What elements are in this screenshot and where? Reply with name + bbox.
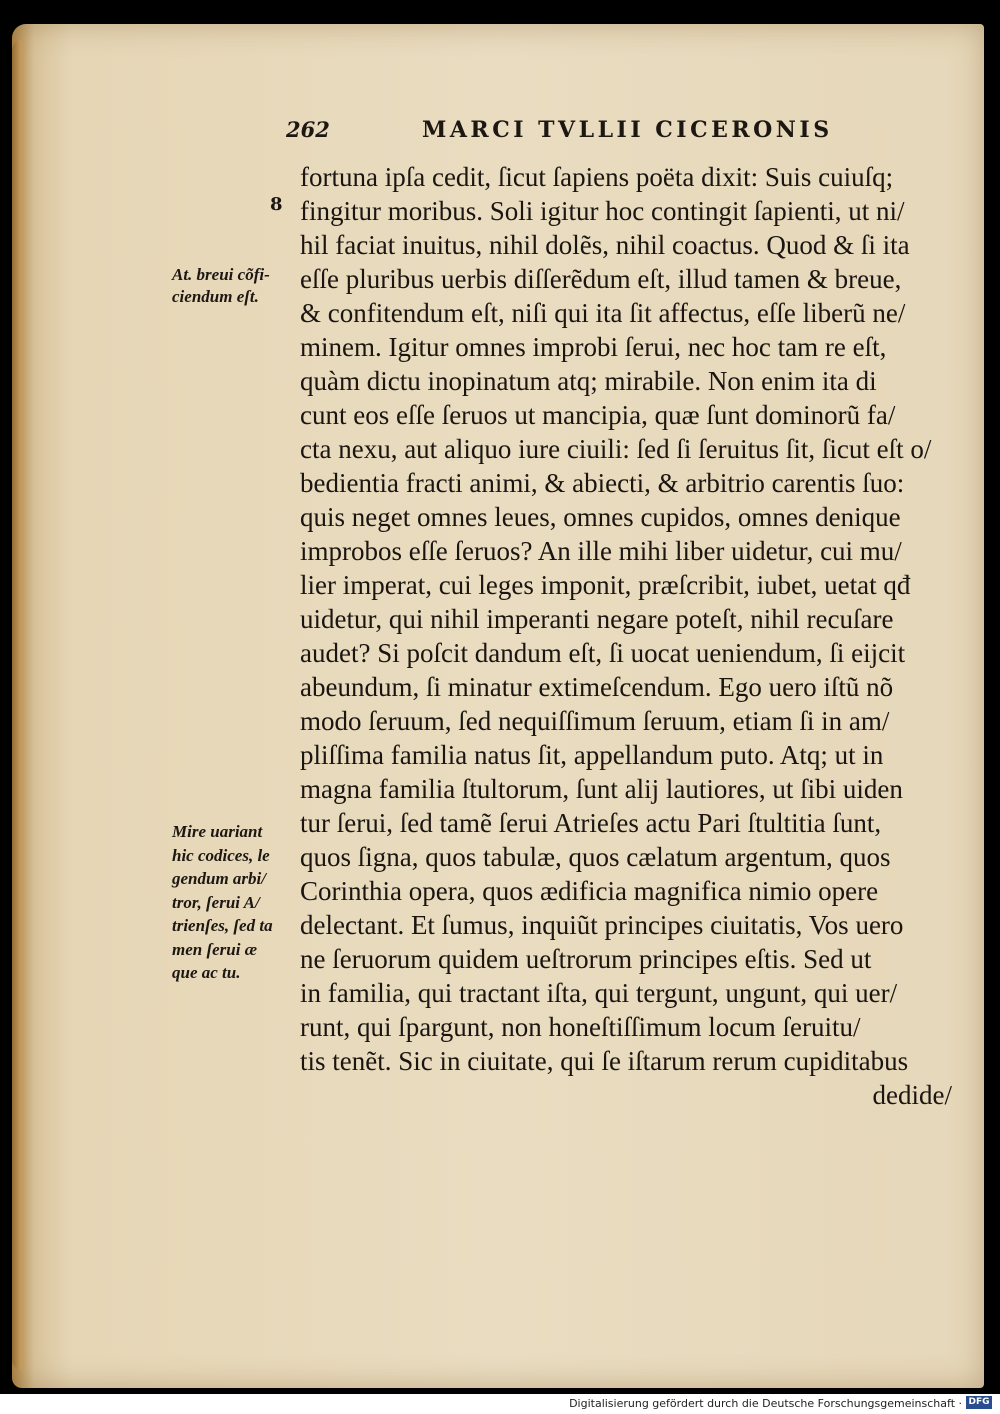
marginal-note-line: hic codices, le (172, 845, 270, 865)
text-line: tis tenẽt. Sic in ciuitate, qui ſe iſtarum rerum cupiditabus (300, 1046, 909, 1076)
text-line: fortuna ipſa cedit, ſicut ſapiens poëta dixit: Suis cuiuſq; (300, 162, 894, 192)
text-line: quos ſigna, quos tabulæ, quos cælatum argentum, quos (300, 842, 891, 872)
text-line: quàm dictu inopinatum atq; mirabile. Non enim ita di (300, 366, 877, 396)
marginal-note-line: tror, ſerui A/ (172, 892, 260, 912)
text-line: tur ſerui, ſed tamẽ ſerui Atrieſes actu Pari ſtultitia ſunt, (300, 808, 882, 838)
text-line: fingitur moribus. Soli igitur hoc contingit ſapienti, ut ni/ (300, 196, 905, 226)
text-line: audet? Si poſcit dandum eſt, ſi uocat ueniendum, ſi eijcit (300, 638, 906, 668)
text-line: in familia, qui tractant iſta, qui tergunt, ungunt, qui uer/ (300, 978, 898, 1008)
text-line: quis neget omnes leues, omnes cupidos, omnes denique (300, 502, 901, 532)
text-line: eſſe pluribus uerbis diſſerẽdum eſt, illud tamen & breue, (300, 264, 902, 294)
text-line: improbos eſſe ſeruos? An ille mihi liber uidetur, cui mu/ (300, 536, 902, 566)
main-text-block (300, 160, 952, 1112)
text-line: cunt eos eſſe ſeruos ut mancipia, quæ ſunt dominorũ fa/ (300, 400, 896, 430)
marginal-note-line: trienſes, ſed ta (172, 916, 273, 935)
marginal-note-line: ciendum eſt. (172, 287, 259, 306)
marginal-note-line: At. breui cõfi- (172, 265, 270, 284)
text-line: abeundum, ſi minatur extimeſcendum. Ego uero iſtũ nõ (300, 672, 894, 702)
text-line: & confitendum eſt, niſi qui ita ſit affectus, eſſe liberũ ne/ (300, 298, 906, 328)
marginal-note-line: men ſerui æ (172, 939, 257, 959)
marginal-note-line: Mire uariant (172, 822, 263, 841)
text-line: hil faciat inuitus, nihil dolẽs, nihil coactus. Quod & ſi ita (300, 230, 910, 260)
text-line: Corinthia opera, quos ædificia magnifica nimio opere (300, 876, 879, 906)
dfg-logo: DFG (966, 1396, 992, 1409)
page-header (286, 117, 926, 149)
catchword: dedide/ (872, 1080, 952, 1110)
marginal-note-2 (172, 820, 273, 985)
marginal-note-line: gendum arbi/ (172, 869, 266, 888)
text-line: bedientia fracti animi, & abiecti, & arbitrio carentis ſuo: (300, 468, 905, 498)
text-line: ne ſeruorum quidem ueſtrorum principes eſtis. Sed ut (300, 944, 872, 974)
text-line: modo ſeruum, ſed nequiſſimum ſeruum, etiam ſi in am/ (300, 706, 890, 736)
text-line: uidetur, qui nihil imperanti negare poteſt, nihil recuſare (300, 604, 894, 634)
page-edge (12, 40, 26, 1370)
text-line: magna familia ſtultorum, ſunt alij lautiores, ut ſibi uiden (300, 774, 903, 804)
marginal-note-line: que ac tu. (172, 963, 241, 982)
text-line: delectant. Et ſumus, inquiũt principes ciuitatis, Vos uero (300, 910, 904, 940)
text-line: lier imperat, cui leges imponit, præſcribit, iubet, uetat qđ (300, 570, 911, 600)
running-title: MARCI TVLLII CICERONIS (422, 117, 833, 143)
text-line: pliſſima familia natus ſit, appellandum puto. Atq; ut in (300, 740, 884, 770)
text-line: runt, qui ſpargunt, non honeſtiſſimum locum ſeruitu/ (300, 1012, 861, 1042)
marginal-note-1 (172, 264, 270, 308)
page-number: 262 (286, 117, 330, 142)
line-number: 8 (270, 194, 283, 215)
footer-credit: Digitalisierung gefördert durch die Deutsche Forschungsgemeinschaft · (569, 1397, 962, 1410)
text-line: minem. Igitur omnes improbi ſerui, nec hoc tam re eſt, (300, 332, 887, 362)
text-line: cta nexu, aut aliquo iure ciuili: ſed ſi ſeruitus ſit, ſicut eſt o/ (300, 434, 932, 464)
